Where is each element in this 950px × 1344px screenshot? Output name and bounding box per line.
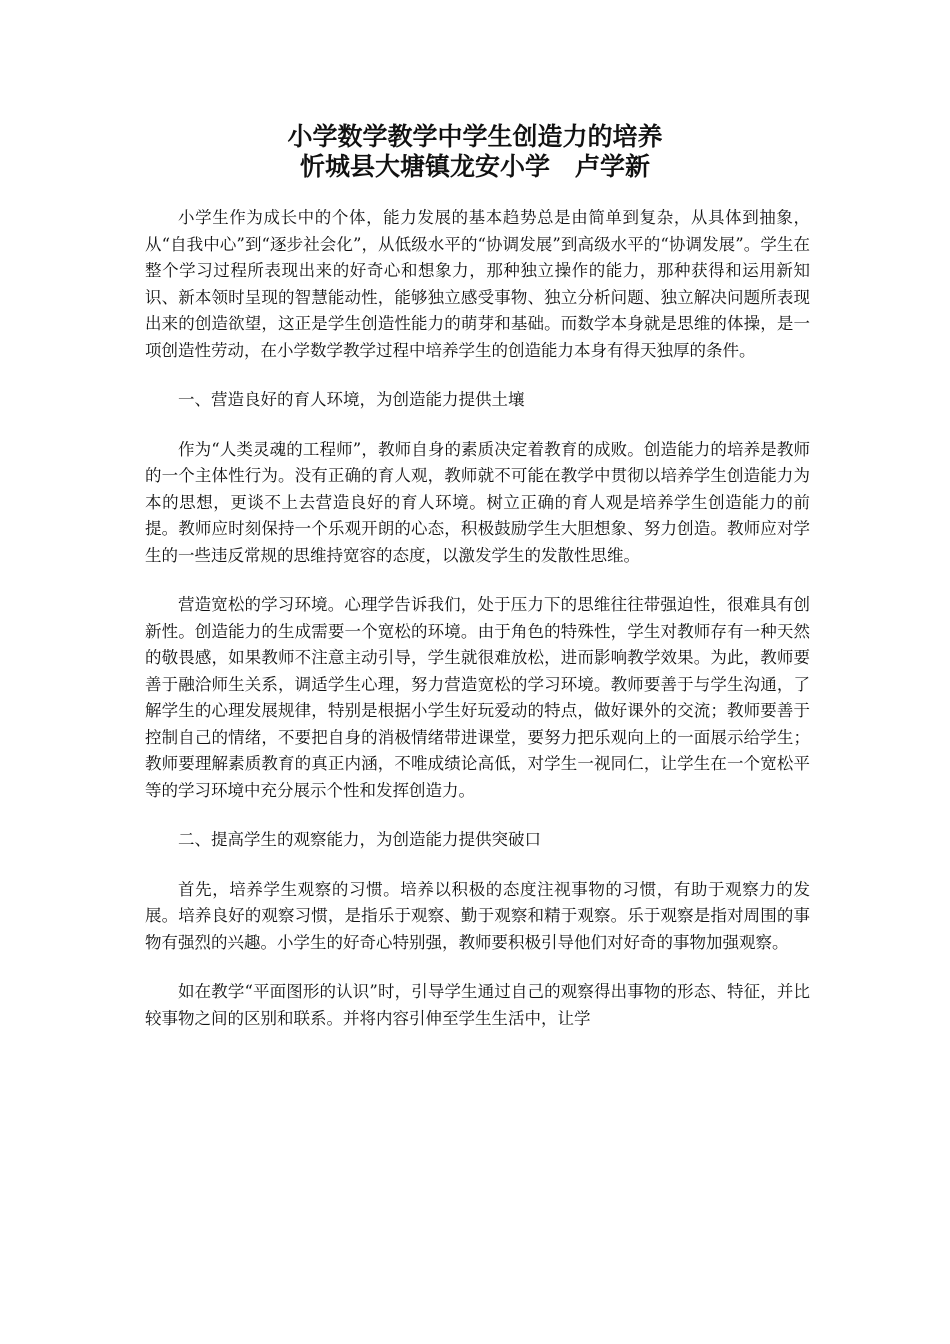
document-author-line: 忻城县大塘镇龙安小学 卢学新 <box>299 152 650 181</box>
title-block <box>0 122 950 182</box>
paragraph-observation-habit: 首先，培养学生观察的习惯。培养以积极的态度注视事物的习惯，有助于观察力的发展。培养良好的观察习惯，是指乐于观察、勤于观察和精于观察。乐于观察是指对周围的事物有强烈的兴趣。小学生的好奇心特别强，教师要积极引导他们对好奇的事物加强观察。 <box>145 879 810 952</box>
section-heading-2: 二、提高学生的观察能力，为创造能力提供突破口 <box>178 830 541 849</box>
section-heading-1: 一、营造良好的育人环境，为创造能力提供土壤 <box>178 390 525 409</box>
document-body <box>145 205 810 1055</box>
paragraph-intro: 小学生作为成长中的个体，能力发展的基本趋势总是由简单到复杂，从具体到抽象，从“自我中心”到“逐步社会化”，从低级水平的“协调发展”到高级水平的“协调发展”。学生在整个学习过程所表现出来的好奇心和想象力，那种独立操作的能力，那种获得和运用新知识、新本领时呈现的智慧能动性，能够独立感受事物、独立分析问题、独立解决问题所表现出来的创造欲望，这正是学生创造性能力的萌芽和基础。而数学本身就是思维的体操，是一项创造性劳动，在小学数学教学过程中培养学生的创造能力本身有得天独厚的条件。 <box>145 208 810 360</box>
paragraph-teacher-quality: 作为“人类灵魂的工程师”，教师自身的素质决定着教育的成败。创造能力的培养是教师的一个主体性行为。没有正确的育人观，教师就不可能在教学中贯彻以培养学生创造能力为本的思想，更谈不上去营造良好的育人环境。树立正确的育人观是培养学生创造能力的前提。教师应时刻保持一个乐观开朗的心态，积极鼓励学生大胆想象、努力创造。教师应对学生的一些违反常规的思维持宽容的态度，以激发学生的发散性思维。 <box>145 439 810 565</box>
paragraph-plane-figures: 如在教学“平面图形的认识”时，引导学生通过自己的观察得出事物的形态、特征，并比较事物之间的区别和联系。并将内容引伸至学生生活中，让学 <box>145 982 810 1028</box>
document-title: 小学数学教学中学生创造力的培养 <box>287 122 663 151</box>
paragraph-relaxed-environment: 营造宽松的学习环境。心理学告诉我们，处于压力下的思维往往带强迫性，很难具有创新性。创造能力的生成需要一个宽松的环境。由于角色的特殊性，学生对教师存有一种天然的敬畏感，如果教师不注意主动引导，学生就很难放松，进而影响教学效果。为此，教师要善于融洽师生关系，调适学生心理，努力营造宽松的学习环境。教师要善于与学生沟通，了解学生的心理发展规律，特别是根据小学生好玩爱动的特点，做好课外的交流；教师要善于控制自己的情绪，不要把自身的消极情绪带进课堂，要努力把乐观向上的一面展示给学生；教师要理解素质教育的真正内涵，不唯成绩论高低，对学生一视同仁，让学生在一个宽松平等的学习环境中充分展示个性和发挥创造力。 <box>145 595 810 800</box>
